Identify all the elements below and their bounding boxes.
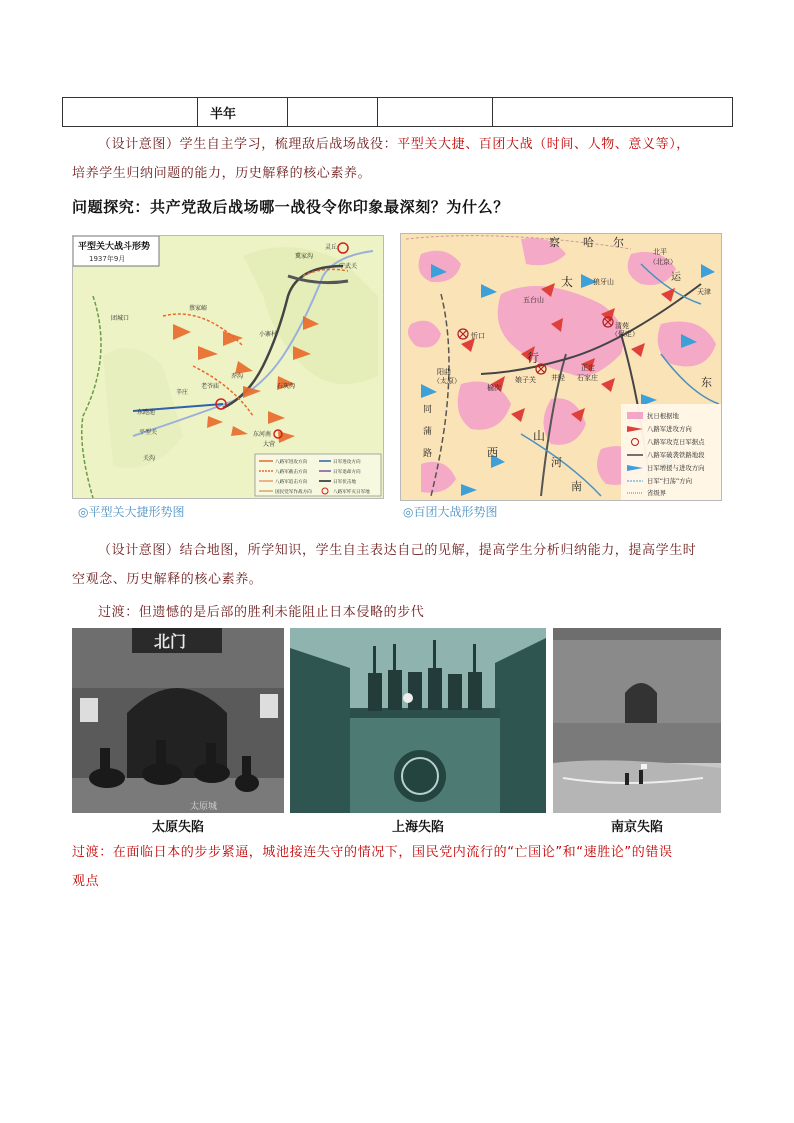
legend-label: 八路军追击方向 [275,480,308,485]
legend-label: 省级界 [647,489,667,497]
taiyuan-photo [72,628,284,813]
pingxingguan-map-caption: ◎平型关大捷形势图 [78,505,185,519]
place-label: 蔡家峪 [189,305,208,312]
place-label: 榆次 [487,384,501,392]
place-label: 东河南 [253,431,272,438]
place-label: 平型关 [139,429,158,436]
place-label: 小寨村 [259,331,278,338]
place-label: 天津 [697,288,711,296]
table-cell-duration: 半年 [198,98,288,127]
place-label: 五台山 [523,296,544,304]
place-label: 宁武关 [339,263,358,270]
place-label: 冀家沟 [295,253,314,260]
place-label: 东跑池 [137,409,156,416]
design-intent-2-line1: （设计意图）结合地图，所学知识，学生自主表达自己的见解，提高学生分析归纳能力，提高学生时 [98,543,697,558]
place-label: 石灰沟 [277,383,296,390]
place-label: 路 [423,449,433,459]
table-row [63,98,733,127]
place-label: 大营 [263,441,276,448]
hundred-regiments-map-caption: ◎百团大战形势图 [403,505,498,519]
place-label: （太原） [433,377,461,385]
hundred-regiments-map-svg [401,234,721,500]
legend-label: 八路军截击方向 [275,470,308,475]
place-label: 西 [487,446,498,459]
design-intent-2 [72,536,732,594]
photo-watermark: 太原城 [190,802,218,812]
nanjing-caption: 南京失陷 [610,820,663,835]
legend-label: 日军伏击地 [333,480,356,485]
summary-table [62,97,733,127]
place-label: 正定 [581,364,595,372]
design-intent-1 [72,130,732,188]
place-label: 蒲 [423,427,433,437]
place-label: 察 [549,236,560,249]
legend-label: 八路军进攻方向 [647,425,692,433]
gate-sign-text: 北门 [154,632,187,651]
shanghai-photo-svg [290,628,546,813]
place-label: 井陉 [551,374,565,382]
design-intent-2-line2: 空观念、历史解释的核心素养。 [72,572,263,587]
place-label: 运 [671,272,681,283]
pingxingguan-map-subtitle: 1937年9月 [89,255,126,263]
taiyuan-photo-svg [72,628,284,813]
place-label: （保定） [611,330,639,338]
legend-label: 日军增援与进攻方向 [647,464,705,472]
place-label: 辛庄 [176,389,189,396]
legend-label: 日军退却方向 [333,470,361,475]
taiyuan-caption: 太原失陷 [151,820,204,835]
transition-2 [72,838,732,896]
table-cell [378,98,493,127]
place-label: （北京） [649,258,677,266]
place-label: 石家庄 [577,374,598,382]
design-intent-1-highlight: 平型关大捷、百团大战（时间、人物、意义等）， [397,137,690,152]
place-label: 清苑 [615,322,629,330]
place-label: 阳曲 [437,368,451,376]
pingxingguan-map-title: 平型关大战斗形势 [78,242,151,252]
legend-label: 国民党军作战方向 [275,490,312,495]
shanghai-caption: 上海失陷 [391,820,444,835]
table-cell [288,98,378,127]
legend-label: 八路军歼灭日军地 [333,490,370,495]
place-label: 山 [533,429,546,443]
table-cell [493,98,733,127]
design-intent-1-line2: 培养学生归纳问题的能力，历史解释的核心素养。 [72,166,372,181]
nanjing-photo-svg [553,628,721,813]
design-intent-1-prefix: （设计意图）学生自主学习，梳理敌后战场战役： [98,137,398,152]
place-label: 娘子关 [515,376,536,384]
place-label: 尔 [613,236,624,249]
place-label: 南 [571,480,582,493]
transition-2-line2: 观点 [72,874,100,889]
place-label: 忻口 [471,332,485,340]
legend-label: 日军“扫荡”方向 [647,477,692,485]
place-label: 北平 [653,248,667,256]
legend-label: 抗日根据地 [647,412,679,420]
question-heading: 问题探究：共产党敌后战场哪一战役令你印象最深刻？为什么？ [72,198,509,216]
place-label: 太 [561,275,574,289]
legend-label: 八路军破袭铁路地段 [647,451,705,459]
place-label: 老爷庙 [201,383,220,390]
legend-label: 八路军攻克日军据点 [647,438,705,446]
legend-label: 日军进攻方向 [333,460,361,465]
pingxingguan-map [72,235,384,499]
place-label: 关沟 [143,455,156,462]
table-cell [63,98,198,127]
pingxingguan-map-svg [73,236,383,498]
legend-label: 八路军进攻方向 [275,460,308,465]
place-label: 河 [551,456,562,469]
transition-2-line1: 过渡：在面临日本的步步紧逼，城池接连失守的情况下，国民党内流行的“亡国论”和“速胜论”的错误 [72,845,673,860]
place-label: 同 [423,405,433,415]
place-label: 灵丘 [325,244,338,251]
place-label: 东 [701,376,712,389]
transition-1: 过渡：但遗憾的是后部的胜利未能阻止日本侵略的步代 [98,605,425,620]
nanjing-photo [553,628,721,813]
shanghai-photo [290,628,546,813]
hundred-regiments-map [400,233,722,501]
place-label: 狼牙山 [593,278,614,286]
place-label: 乔沟 [231,373,244,380]
place-label: 行 [527,351,540,365]
place-label: 团城口 [111,315,130,322]
place-label: 哈 [583,236,594,249]
